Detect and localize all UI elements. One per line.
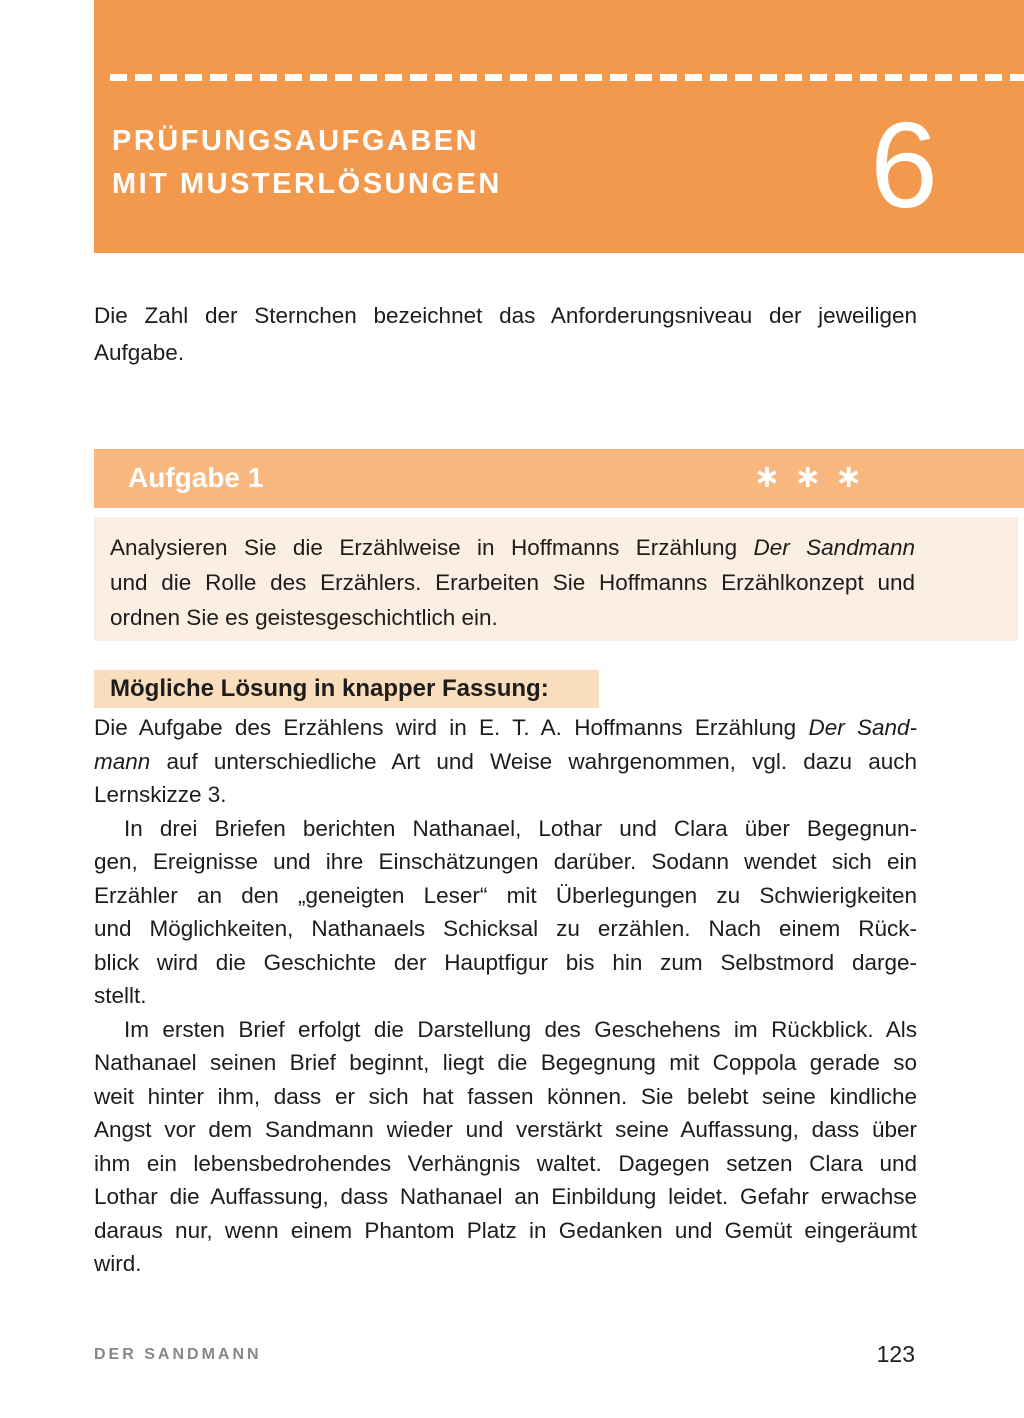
text-line: [110, 565, 915, 600]
solution-body: [94, 711, 917, 1281]
text-segment: und die Rolle des Erzählers. Erarbeiten Sie Hoffmanns Erzählkonzept und: [110, 570, 915, 595]
chapter-number: 6: [870, 97, 938, 233]
text-line: [110, 530, 915, 565]
text-line: [94, 297, 917, 334]
chapter-title-line1: PRÜFUNGSAUFGABEN: [112, 125, 480, 157]
intro-note: [94, 297, 917, 371]
text-segment: auf unterschiedliche Art und Weise wahrgenommen, vgl. dazu auch: [150, 748, 917, 774]
text-line: [94, 1247, 917, 1281]
text-segment: Lernskizze 3.: [94, 782, 227, 807]
text-line: [94, 946, 917, 980]
text-segment: ihm ein lebensbedrohendes Verhängnis waltet. Dagegen setzen Clara und: [94, 1150, 917, 1176]
solution-heading: Mögliche Lösung in knapper Fassung:: [94, 670, 599, 708]
text-line: [94, 879, 917, 913]
italic-text: Der Sandmann: [753, 535, 915, 560]
text-line: [94, 1046, 917, 1080]
task-header-band: [94, 449, 1024, 508]
solution-paragraph: [94, 1013, 917, 1281]
text-line: [94, 1080, 917, 1114]
text-line: [94, 1113, 917, 1147]
page-number: 123: [876, 1341, 915, 1367]
text-segment: Lothar die Auffassung, dass Nathanael an Einbildung leidet. Gefahr erwachse: [94, 1184, 917, 1209]
solution-paragraph: [94, 812, 917, 1013]
text-line: [94, 711, 917, 745]
text-segment: blick wird die Geschichte der Hauptfigur bis hin zum Selbstmord darge-: [94, 949, 917, 975]
text-line: [94, 845, 917, 879]
text-line: [94, 912, 917, 946]
italic-text: Der Sand-: [808, 715, 918, 740]
chapter-title-line2: MIT MUSTERLÖSUNGEN: [112, 168, 502, 200]
text-segment: Angst vor dem Sandmann wieder und verstärkt seine Auffassung, dass über: [94, 1117, 917, 1142]
text-line: [94, 1147, 917, 1181]
text-line: [94, 979, 917, 1013]
text-segment: gen, Ereignisse und ihre Einschätzungen darüber. Sodann wendet sich ein: [94, 849, 917, 874]
text-segment: Erzähler an den „geneigten Leser“ mit Überlegungen zu Schwierigkeiten: [94, 882, 917, 908]
dashed-divider: [110, 74, 1024, 81]
solution-paragraph: [94, 711, 917, 812]
chapter-title: [112, 120, 502, 206]
text-line: [94, 1180, 917, 1214]
text-segment: Die Zahl der Sternchen bezeichnet das Anforderungsniveau der jeweiligen: [94, 303, 917, 328]
text-segment: ordnen Sie es geistesgeschichtlich ein.: [110, 605, 498, 630]
italic-text: mann: [94, 748, 151, 774]
text-segment: und Möglichkeiten, Nathanaels Schicksal zu erzählen. Nach einem Rück-: [94, 916, 917, 941]
text-segment: Im ersten Brief erfolgt die Darstellung des Geschehens im Rückblick. Als: [124, 1016, 917, 1042]
text-segment: wird.: [94, 1251, 142, 1276]
text-segment: In drei Briefen berichten Nathanael, Lothar und Clara über Begegnun-: [124, 815, 917, 841]
text-line: [94, 1013, 917, 1047]
text-line: [94, 812, 917, 846]
text-line: [94, 334, 917, 371]
text-line: [94, 1214, 917, 1248]
running-footer-title: DER SANDMANN: [94, 1346, 262, 1363]
difficulty-stars-icon: ∗∗∗: [753, 457, 876, 495]
text-segment: Aufgabe.: [94, 340, 185, 365]
text-segment: Analysieren Sie die Erzählweise in Hoffmanns Erzählung: [110, 535, 754, 560]
task-label: Aufgabe 1: [128, 462, 264, 493]
text-segment: stellt.: [94, 983, 147, 1008]
text-segment: daraus nur, wenn einem Phantom Platz in Gedanken und Gemüt eingeräumt: [94, 1217, 917, 1243]
text-line: [94, 745, 917, 779]
text-segment: Die Aufgabe des Erzählens wird in E. T. A. Hoffmanns Erzählung: [94, 715, 809, 740]
text-segment: weit hinter ihm, dass er sich hat fassen können. Sie belebt seine kindliche: [94, 1083, 917, 1109]
text-line: [110, 600, 915, 635]
text-line: [94, 778, 917, 812]
chapter-header: [94, 0, 1024, 253]
task-description-box: [94, 517, 1018, 641]
text-segment: Nathanael seinen Brief beginnt, liegt die Begegnung mit Coppola gerade so: [94, 1050, 917, 1075]
